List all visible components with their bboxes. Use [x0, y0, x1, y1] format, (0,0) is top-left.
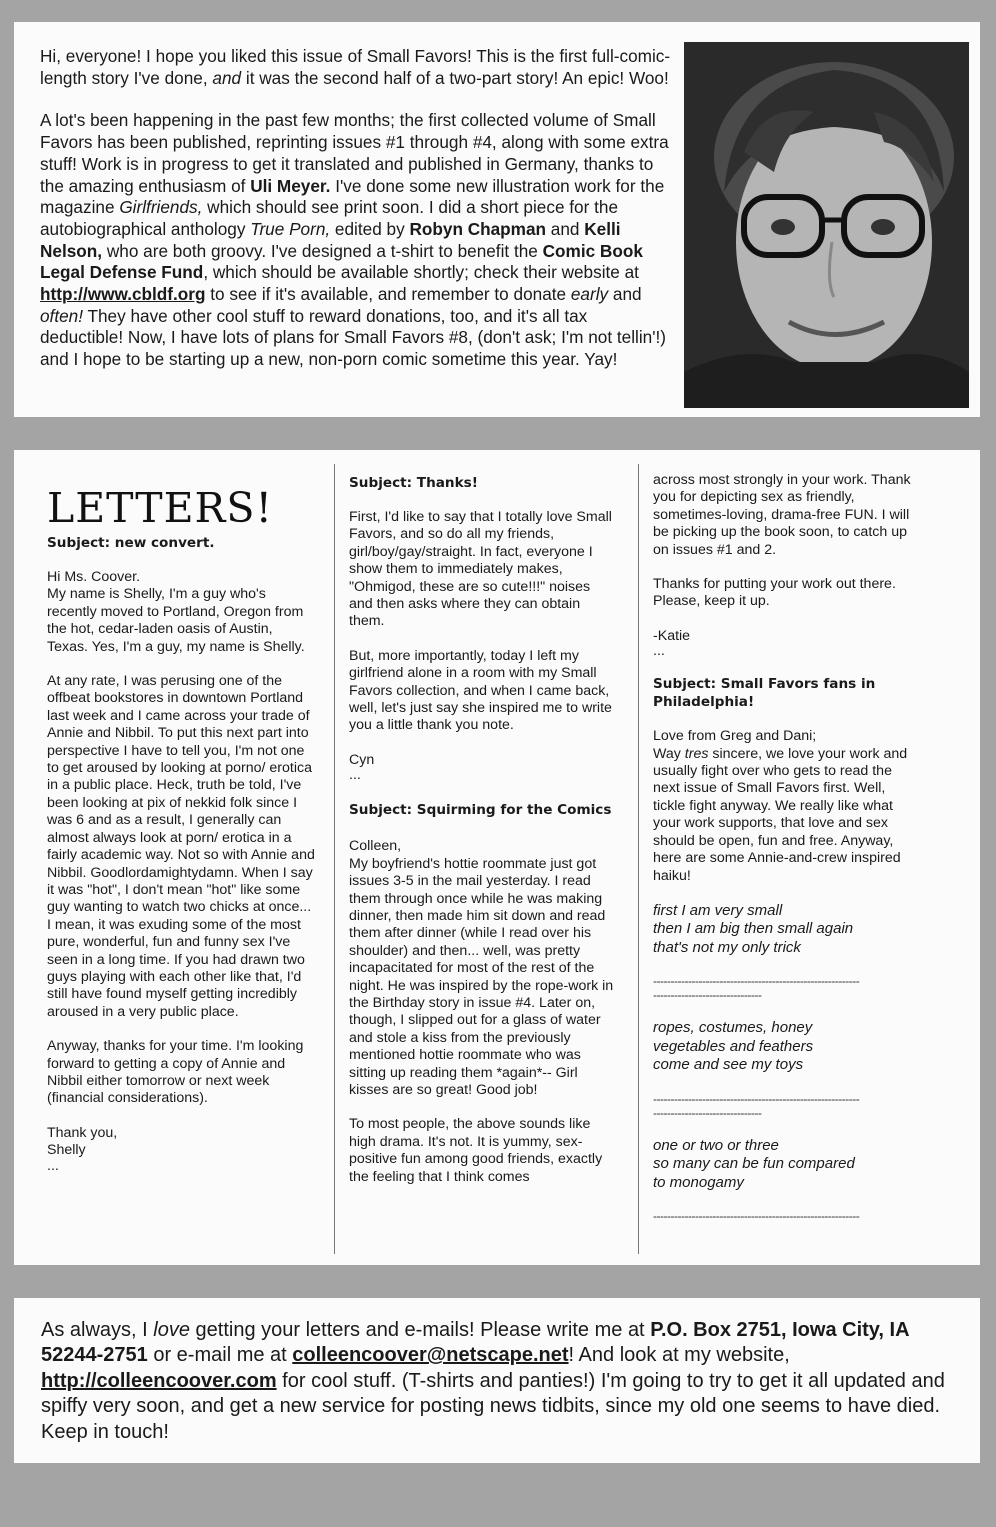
- letter-paragraph: Love from Greg and Dani; Way tres sincere, we love your work and usually fight over who gets to read the next issue of Small Favors first. Well, tickle fight anyway. We really like what your work supports, that love and sex should be open, fun and free. Anyway, here are some Annie-and-crew inspired haiku!: [653, 728, 908, 884]
- closing-text: As always, I love getting your letters and e-mails! Please write me at P.O. Box 2751, Iowa City, IA 52244-2751 or e-mail me at colleencoover@netscape.net! And look at my website, http://colleencoover.com for cool stuff. (T-shirts and panties!) I'm going to try to get it all updated and spiffy very soon, and get a new service for posting news tidbits, since my old one seems to have died. Keep in touch!: [41, 1319, 945, 1443]
- haiku: ropes, costumes, honey vegetables and feathers come and see my toys: [653, 1019, 814, 1074]
- dashed-separator: -----------------------------------------------------------: [653, 1091, 860, 1106]
- author-photo: [684, 42, 969, 408]
- letter-subject: Subject: Thanks!: [349, 475, 478, 491]
- letter-paragraph: At any rate, I was perusing one of the offbeat bookstores in downtown Portland last week and I came across your trade of Annie and Nibbil. To put this next part into perspective I have to tell you, I'm not one to get aroused by looking at porno/ erotica in a public place. Heck, truth be told, I've been looking at pix of nekkid folk since I was 6 and as a result, I generally can almost always look at porn/ erotica in a fairly academic way. Not so with Annie and Nibbil. Goodlordamightydamn. When I say it was "hot", I don't mean "hot" like some guy wanting to watch two chicks at once... I mean, it was exuding some of the most pure, wonderful, fun and funny sex I've seen in a long time. If you had drawn two guys playing with each other like that, I'd still have found myself getting incredibly aroused in a very public place.: [47, 673, 315, 1020]
- letter-paragraph: But, more importantly, today I left my girlfriend alone in a room with my Small Favors collection, and when I came back, well, let's just say she inspired me to write you a little thank you note.: [349, 647, 612, 734]
- letter-paragraph: First, I'd like to say that I totally love Small Favors, and so do all my friends, girl/boy/gay/straight. In fact, everyone I show them to immediately makes, "Ohmigod, these are so cute!!!" noises and then asks where they can obtain them.: [349, 509, 612, 630]
- name-robyn-chapman: Robyn Chapman: [409, 218, 547, 239]
- letter-paragraph: across most strongly in your work. Thank you for depicting sex as friendly, sometimes-loving, drama-free FUN. I will be picking up the book soon, to catch up on issues #1 and 2.: [653, 472, 911, 558]
- letter-paragraph: Colleen, My boyfriend's hottie roommate just got issues 3-5 in the mail yesterday. I read them through once while he was making dinner, then made him sit down and read them after dinner (while I read over his shoulder) and then... well, was pretty incapacitated for most of the rest of the night. He was inspired by the rope-work in the Birthday story in issue #4. Later on, though, I slipped out for a glass of water and stole a kiss from the previously mentioned hottie roommate who was sitting up reading them *again*-- Girl kisses are so great! Good job!: [349, 838, 614, 1098]
- mailing-address: P.O. Box 2751, Iowa City, IA 52244-2751: [41, 1319, 909, 1367]
- dashed-separator: -----------------------------------------------------------: [653, 974, 860, 989]
- intro-text: [40, 46, 675, 392]
- letter-signature: -Katie: [653, 627, 691, 644]
- letter-signature: Thank you, Shelly: [47, 1124, 118, 1159]
- magazine-title: Girlfriends,: [119, 197, 203, 218]
- letters-panel: [14, 450, 980, 1265]
- letters-heading: LETTERS!: [47, 484, 273, 532]
- ellipsis: ...: [653, 643, 665, 660]
- letter-subject: Subject: new convert.: [47, 535, 215, 551]
- letters-column-2: [349, 474, 617, 1186]
- letter-paragraph: Anyway, thanks for your time. I'm looking forward to getting a copy of Annie and Nibbil either tomorrow or next week (financial considerations).: [47, 1038, 304, 1107]
- letter-subject: Subject: Squirming for the Comics: [349, 802, 612, 819]
- email-link[interactable]: colleencoover@netscape.net: [292, 1344, 569, 1367]
- haiku: first I am very small then I am big then small again that's not my only trick: [653, 901, 854, 956]
- cbldf-link[interactable]: http://www.cbldf.org: [40, 284, 206, 305]
- dashed-separator: -------------------------------: [653, 988, 762, 1003]
- letter-signature: Cyn: [349, 751, 375, 768]
- intro-paragraph-2: A lot's been happening in the past few months; the first collected volume of Small Favors has been published, reprinting issues #1 through #4, along with some extra stuff! Work is in progress to get it translated and published in Germany, thanks to the amazing enthusiasm of Uli Meyer. I've done some new illustration work for the magazine Girlfriends, which should see print soon. I did a short piece for the autobiographical anthology True Porn, edited by Robyn Chapman and Kelli Nelson, who are both groovy. I've designed a t-shirt to benefit the Comic Book Legal Defense Fund, which should be available shortly; check their website at http://www.cbldf.org to see if it's available, and remember to donate early and often! They have other cool stuff to reward donations, too, and it's all tax deductible! Now, I have lots of plans for Small Favors #8, (don't ask; I'm not tellin'!) and I hope to be starting up a new, non-porn comic sometime this year. Yay!: [40, 110, 669, 370]
- column-divider: [638, 464, 639, 1254]
- closing-panel: [14, 1298, 980, 1463]
- ellipsis: ...: [349, 767, 361, 784]
- letter-paragraph: Hi Ms. Coover. My name is Shelly, I'm a guy who's recently moved to Portland, Oregon from the hot, cedar-laden oasis of Austin, Texas. Yes, I'm a guy, my name is Shelly.: [47, 569, 305, 655]
- name-uli-meyer: Uli Meyer.: [250, 175, 331, 196]
- anthology-title: True Porn,: [250, 218, 331, 239]
- letter-subject: Subject: Small Favors fans in Philadelphia!: [653, 676, 876, 711]
- letter-paragraph: To most people, the above sounds like high drama. It's not. It is yummy, sex-positive fun among good friends, exactly the feeling that I think comes: [349, 1116, 603, 1185]
- website-link[interactable]: http://colleencoover.com: [41, 1369, 277, 1392]
- column-divider: [334, 464, 335, 1254]
- letters-column-1: [47, 486, 315, 1189]
- haiku: one or two or three so many can be fun compared to monogamy: [653, 1136, 855, 1191]
- dashed-separator: -------------------------------: [653, 1105, 762, 1120]
- cbldf-name: Comic Book Legal Defense Fund: [40, 240, 643, 283]
- letters-column-3: [653, 472, 921, 1223]
- author-portrait-image: [684, 42, 969, 408]
- intro-panel: [14, 22, 980, 417]
- name-kelli-nelson: Kelli Nelson,: [40, 218, 621, 261]
- ellipsis: ...: [47, 1157, 59, 1174]
- letter-paragraph: Thanks for putting your work out there. Please, keep it up.: [653, 576, 896, 610]
- dashed-separator: -----------------------------------------------------------: [653, 1209, 860, 1224]
- intro-paragraph-1: Hi, everyone! I hope you liked this issue of Small Favors! This is the first full-comic-length story I've done, and it was the second half of a two-part story! An epic! Woo!: [40, 46, 671, 88]
